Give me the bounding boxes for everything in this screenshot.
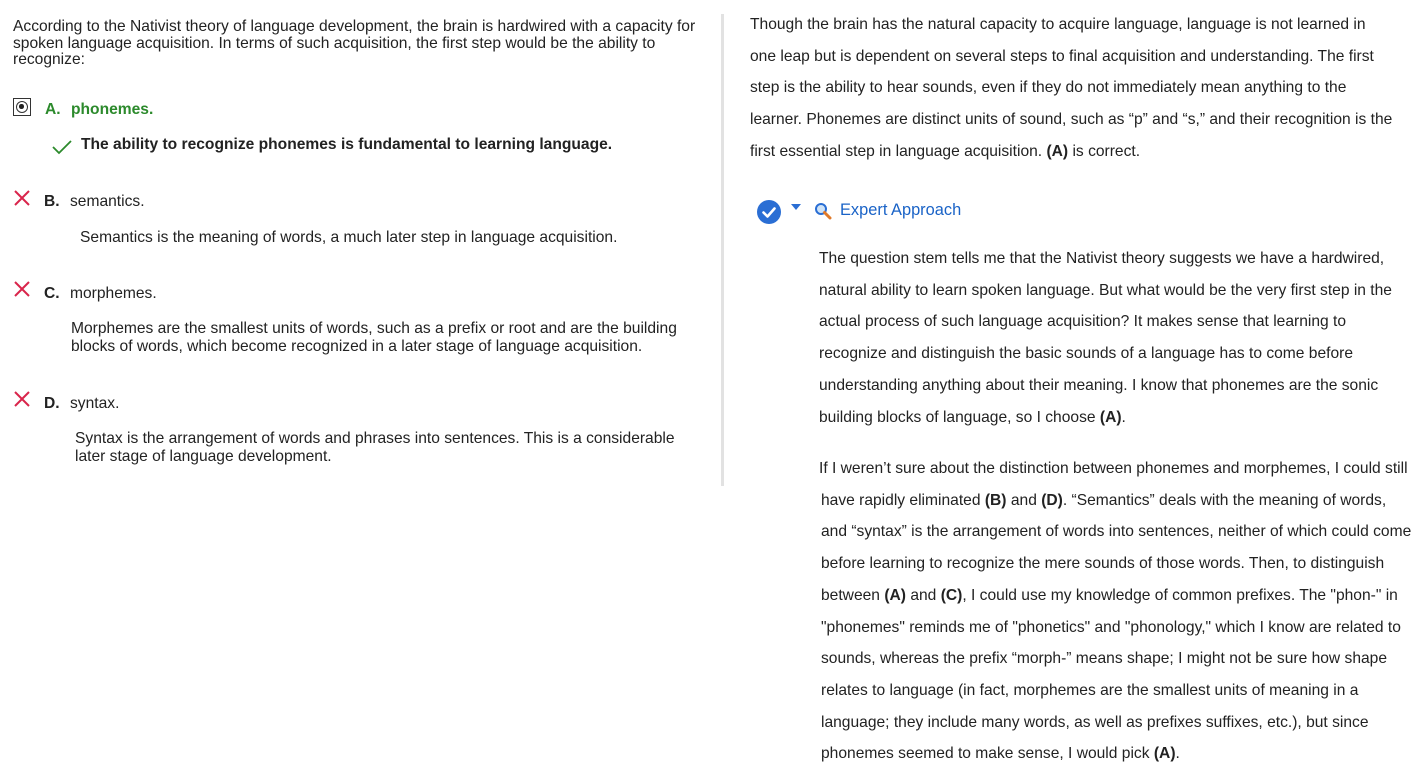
column-divider — [721, 14, 724, 486]
check-circle-icon — [757, 200, 781, 224]
question-panel — [0, 0, 712, 775]
x-mark-icon — [13, 189, 31, 207]
x-mark-icon — [13, 280, 31, 298]
choice-c-explanation: Morphemes are the smallest units of words, such as a prefix or root and are the building blocks of words, which become recognized in a later stage of language acquisition. — [71, 320, 677, 355]
choice-d-text[interactable]: syntax. — [70, 395, 120, 412]
choice-a-letter: A. — [45, 101, 61, 118]
choice-b-letter: B. — [44, 193, 60, 210]
explanation-text: Though the brain has the natural capacity to acquire language, language is not learned in one leap but is dependent on several steps to final acquisition and understanding. The first step is the ability to hear sounds, even if they do not immediately mean anything to the learner. Phonemes are distinct units of sound, such as “p” and “s,” and their recognition is the first essential step in language acquisition. (A) is correct. — [750, 16, 1393, 160]
choice-b-explanation: Semantics is the meaning of words, a much later step in language acquisition. — [80, 229, 618, 246]
magnifier-icon — [814, 202, 832, 220]
question-stem: According to the Nativist theory of language development, the brain is hardwired with a capacity for spoken language acquisition. In terms of such acquisition, the first step would be the ability to recognize: — [13, 18, 696, 68]
expert-approach-link[interactable]: Expert Approach — [840, 201, 962, 219]
caret-down-icon[interactable] — [791, 204, 801, 210]
x-mark-icon — [13, 390, 31, 408]
choice-a-text[interactable]: phonemes. — [71, 101, 154, 118]
choice-d-letter: D. — [44, 395, 60, 412]
checkmark-icon — [51, 138, 73, 156]
choice-d-explanation: Syntax is the arrangement of words and phrases into sentences. This is a considerable later stage of language development. — [75, 430, 675, 465]
expert-paragraph-1: The question stem tells me that the Nativist theory suggests we have a hardwired, natural ability to learn spoken language. But what would be the very first step in the actual process of such language acquisition? It makes sense that learning to recognize and distinguish the basic sounds of a language has to come before understanding anything about their meaning. I know that phonemes are the sonic building blocks of language, so I choose (A). — [819, 250, 1392, 426]
expert-paragraph-2: If I weren’t sure about the distinction between phonemes and morphemes, I could still have rapidly eliminated (B) and (D). “Semantics” deals with the meaning of words, and “syntax” is the arrangement of words into sentences, neither of which could come before learning to recognize the mere sounds of those words. Then, to distinguish between (A) and (C), I could use my knowledge of common prefixes. The "phon-" in "phonemes" reminds me of "phonetics" and "phonology," which I know are related to sounds, whereas the prefix “morph-” means shape; I might not be sure how shape relates to language (in fact, morphemes are the smallest units of meaning in a language; they include many words, as well as prefixes suffixes, etc.), but since phonemes seemed to make sense, I would pick (A). — [819, 460, 1412, 763]
choice-a-explanation: The ability to recognize phonemes is fundamental to learning language. — [81, 136, 613, 153]
choice-b-text[interactable]: semantics. — [70, 193, 145, 210]
choice-c-letter: C. — [44, 285, 60, 302]
radio-selected-icon[interactable] — [13, 98, 31, 116]
choice-c-text[interactable]: morphemes. — [70, 285, 157, 302]
